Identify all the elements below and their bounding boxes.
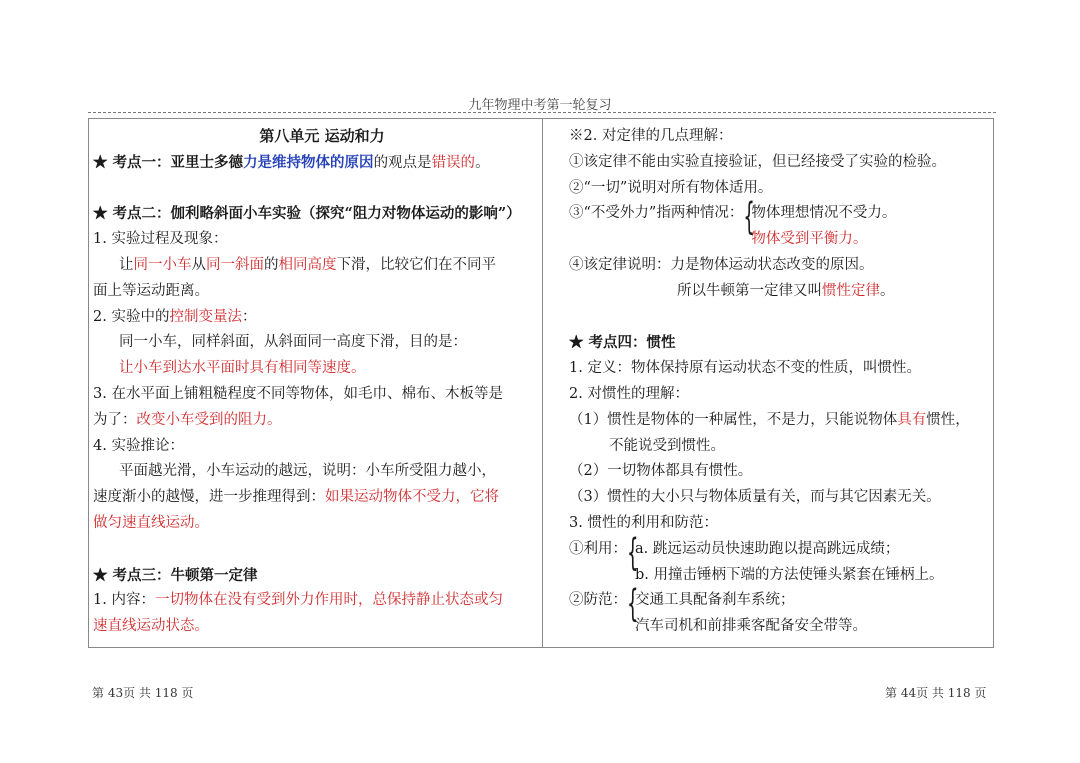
understanding-2: ②“一切”说明对所有物体适用。: [569, 179, 773, 196]
inertia-prevent-2: 汽车司机和前排乘客配备安全带等。: [635, 618, 867, 635]
inertia-use-2: b. 用撞击锤柄下端的方法使锤头紧套在锤柄上。: [635, 566, 944, 583]
header-rule: [88, 112, 996, 113]
key-point-2-heading: ★ 考点二：伽利略斜面小车实验（探究“阻力对物体运动的影响”）: [93, 205, 521, 223]
understanding-4: ④该定律说明：力是物体运动状态改变的原因。: [569, 256, 874, 273]
column-divider: [542, 118, 543, 648]
section-1-text: 让同一小车从同一斜面的相同高度下滑，比较它们在不同平: [119, 256, 496, 273]
inertia-use-heading: 3. 惯性的利用和防范：: [569, 514, 718, 531]
inertia-definition: 1. 定义：物体保持原有运动状态不变的性质，叫惯性。: [569, 360, 921, 377]
section-1-text-cont: 面上等运动距离。: [93, 282, 209, 299]
understanding-3: ③“不受外力”指两种情况：{物体理想情况不受力。: [569, 195, 897, 241]
inertia-understanding-1-cont: 不能说受到惯性。: [609, 437, 725, 454]
understanding-1: ①该定律不能由实验直接验证，但已经接受了实验的检验。: [569, 153, 946, 170]
understanding-5: 所以牛顿第一定律又叫惯性定律。: [677, 282, 895, 299]
brace-icon: {: [627, 582, 639, 628]
section-2-purpose: 让小车到达水平面时具有相同等速度。: [119, 360, 366, 377]
newton-law-text: 1. 内容：一切物体在没有受到外力作用时，总保持静止状态或匀: [93, 592, 503, 609]
brace-icon: {: [627, 531, 639, 576]
unit-title: 第八单元 运动和力: [259, 127, 385, 145]
section-4-heading: 4. 实验推论：: [93, 437, 184, 454]
section-3-text-cont: 为了：改变小车受到的阻力。: [93, 411, 282, 428]
section-2-heading: 2. 实验中的控制变量法：: [93, 308, 257, 325]
inertia-understanding-heading: 2. 对惯性的理解：: [569, 385, 689, 402]
section-2-text: 同一小车，同样斜面，从斜面同一高度下滑，目的是：: [119, 334, 467, 351]
brace-icon: {: [743, 195, 755, 241]
inertia-understanding-2: （2）一切物体都具有惯性。: [569, 463, 753, 480]
section-4-text-cont: 速度渐小的越慢，进一步推理得到：如果运动物体不受力，它将: [93, 489, 499, 506]
section-1-heading: 1. 实验过程及现象：: [93, 231, 228, 248]
inertia-understanding-1: （1）惯性是物体的一种属性，不是力，只能说物体具有惯性，: [569, 411, 970, 428]
page-number-left: 第 43页 共 118 页: [92, 686, 194, 700]
newton-law-text-cont: 速直线运动状态。: [93, 618, 209, 635]
page-number-right: 第 44页 共 118 页: [885, 686, 987, 700]
section-4-text: 平面越光滑，小车运动的越远，说明：小车所受阻力越小，: [119, 463, 496, 480]
right-column: [569, 124, 989, 640]
section-4-conclusion: 做匀速直线运动。: [93, 514, 209, 531]
inertia-prevent-1: ②防范：{交通工具配备刹车系统；: [569, 582, 795, 628]
inertia-understanding-3: （3）惯性的大小只与物体质量有关，而与其它因素无关。: [569, 489, 941, 506]
running-header: 九年物理中考第一轮复习: [468, 98, 612, 113]
understanding-3b: 物体受到平衡力。: [751, 231, 868, 248]
left-column: [93, 124, 537, 640]
section-3-text: 3. 在水平面上铺粗糙程度不同等物体，如毛巾、棉布、木板等是: [93, 385, 503, 402]
key-point-1: ★ 考点一：亚里士多德力是维持物体的原因的观点是错误的。: [93, 153, 490, 171]
key-point-3-heading: ★ 考点三：牛顿第一定律: [93, 566, 258, 584]
key-point-4-heading: ★ 考点四：惯性: [569, 334, 676, 352]
inertia-use-1: ①利用：{a. 跳远运动员快速助跑以提高跳远成绩；: [569, 531, 900, 576]
understanding-heading: ※2. 对定律的几点理解：: [569, 128, 733, 144]
